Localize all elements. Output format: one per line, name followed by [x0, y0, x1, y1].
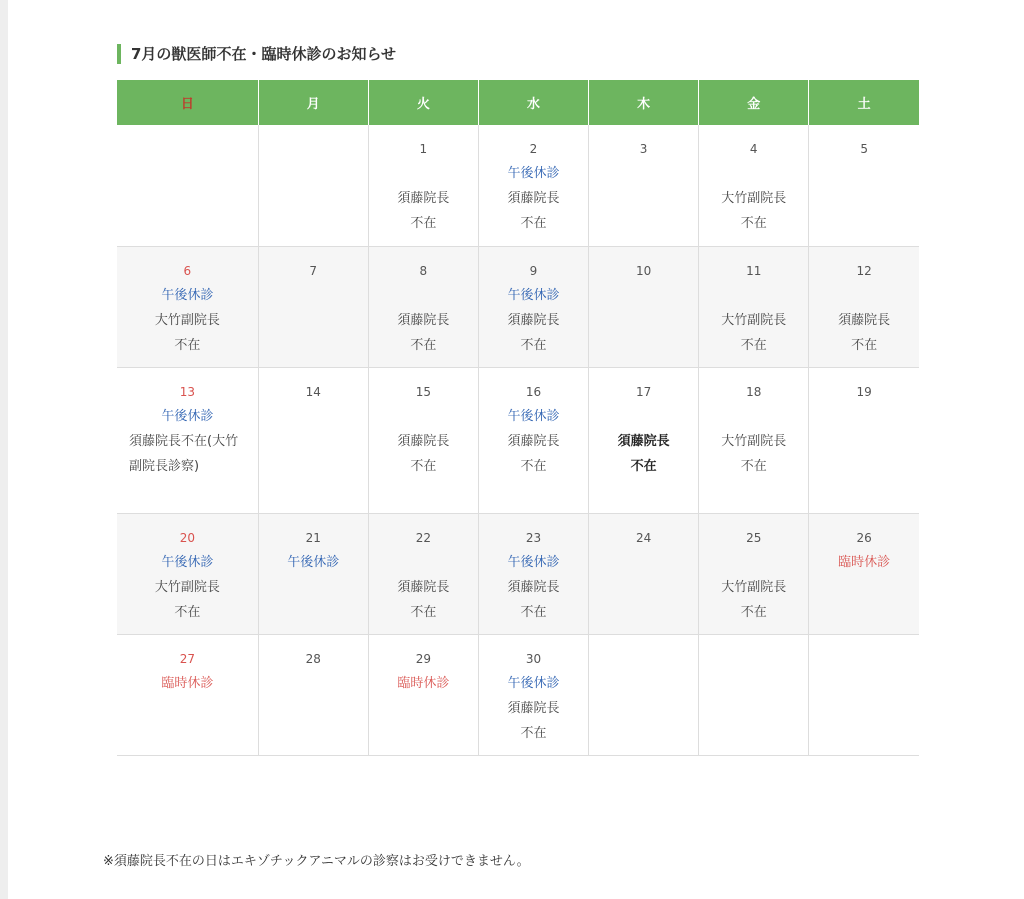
day-number: 3 — [639, 142, 648, 156]
calendar-cell — [258, 634, 368, 755]
day-number: 12 — [856, 263, 872, 278]
calendar-cell — [478, 125, 588, 246]
day-number: 16 — [525, 384, 542, 399]
day-number: 27 — [179, 651, 195, 666]
day-number: 29 — [415, 651, 431, 666]
day-number: 24 — [635, 530, 652, 545]
calendar-cell — [117, 367, 258, 513]
absence-note: 不在 — [520, 725, 547, 741]
calendar-cell-empty — [809, 634, 919, 755]
absence-note: 不在 — [520, 337, 547, 353]
absence-note: 不在 — [410, 216, 437, 231]
day-number: 9 — [529, 263, 538, 278]
calendar-cell — [589, 125, 699, 246]
day-number: 4 — [749, 142, 758, 156]
day-number: 8 — [419, 263, 428, 278]
calendar-week — [117, 513, 919, 634]
calendar-cell — [368, 246, 478, 367]
absence-note: 不在 — [520, 216, 547, 231]
day-number: 20 — [179, 530, 195, 545]
absence-note: 不在 — [520, 604, 547, 620]
absence-note: 不在 — [174, 604, 201, 620]
calendar-cell — [699, 125, 809, 246]
calendar-cell — [589, 246, 699, 367]
day-number: 26 — [856, 530, 872, 545]
absence-note: 不在 — [410, 458, 437, 474]
day-number: 7 — [309, 263, 318, 278]
weekday-fri: 金 — [699, 80, 809, 125]
calendar-table — [117, 80, 919, 756]
absence-note: 須藤院長 — [507, 191, 560, 206]
absence-note: 須藤院長 — [838, 312, 891, 328]
absence-note: 大竹副院長 — [154, 579, 220, 595]
day-number: 11 — [746, 263, 762, 278]
absence-note: 不在 — [174, 337, 201, 353]
weekday-wed: 水 — [478, 80, 588, 125]
pm-closed-label: 午後休診 — [287, 554, 340, 570]
pm-closed-label: 午後休診 — [507, 287, 560, 303]
calendar-cell-empty — [117, 125, 258, 246]
calendar-cell — [589, 367, 699, 513]
calendar-week — [117, 367, 919, 513]
calendar-cell-empty — [258, 125, 368, 246]
absence-note: 不在 — [851, 337, 878, 353]
calendar-cell — [368, 367, 478, 513]
calendar-cell — [478, 367, 588, 513]
day-number: 28 — [305, 651, 321, 666]
absence-note: 不在 — [740, 458, 767, 474]
absence-note: 不在 — [520, 458, 547, 474]
day-number: 22 — [415, 530, 431, 545]
calendar-cell-empty — [699, 634, 809, 755]
calendar-cell — [809, 125, 919, 246]
pm-closed-label: 午後休診 — [161, 287, 214, 303]
weekday-header-row — [117, 80, 919, 125]
weekday-sun: 日 — [117, 80, 258, 125]
absence-note: 須藤院長 — [397, 579, 450, 595]
absence-note: 須藤院長 — [507, 579, 560, 595]
absence-note: 須藤院長不在(大竹副院長診察) — [129, 433, 239, 474]
pm-closed-label: 午後休診 — [507, 166, 560, 181]
absence-note: 須藤院長 — [617, 433, 670, 449]
day-number: 1 — [419, 142, 428, 156]
calendar-cell — [368, 125, 478, 246]
day-number: 2 — [529, 142, 538, 156]
calendar-cell-empty — [589, 634, 699, 755]
absence-note: 大竹副院長 — [721, 312, 787, 328]
calendar-cell — [699, 367, 809, 513]
absence-note: 不在 — [740, 337, 767, 353]
calendar-cell — [117, 246, 258, 367]
weekday-thu: 木 — [589, 80, 699, 125]
pm-closed-label: 午後休診 — [161, 554, 214, 570]
calendar-week — [117, 634, 919, 755]
absence-note: 大竹副院長 — [721, 191, 787, 206]
day-number: 23 — [525, 530, 542, 545]
page-title: 7月の獣医師不在・臨時休診のお知らせ — [117, 44, 396, 64]
calendar-cell — [117, 513, 258, 634]
day-number: 21 — [305, 530, 321, 545]
calendar-cell — [368, 513, 478, 634]
calendar-cell — [258, 513, 368, 634]
day-number: 5 — [860, 142, 868, 156]
calendar-week — [117, 125, 919, 246]
calendar-cell — [478, 513, 588, 634]
absence-note: 不在 — [630, 458, 657, 474]
pm-closed-label: 午後休診 — [161, 408, 214, 424]
absence-note: 大竹副院長 — [721, 579, 787, 595]
calendar-cell — [699, 246, 809, 367]
calendar-cell — [117, 634, 258, 755]
absence-note: 須藤院長 — [397, 312, 450, 328]
day-number: 15 — [415, 384, 431, 399]
pm-closed-label: 午後休診 — [507, 675, 560, 691]
temp-closed-label: 臨時休診 — [838, 554, 891, 570]
weekday-tue: 火 — [368, 80, 478, 125]
absence-note: 不在 — [740, 216, 767, 231]
pm-closed-label: 午後休診 — [507, 408, 560, 424]
day-number: 25 — [746, 530, 762, 545]
day-number: 14 — [305, 384, 321, 399]
calendar-cell — [258, 367, 368, 513]
absence-note: 不在 — [410, 337, 437, 353]
day-number: 17 — [635, 384, 652, 399]
absence-note: 須藤院長 — [507, 433, 560, 449]
absence-note: 大竹副院長 — [721, 433, 787, 449]
day-number: 18 — [746, 384, 762, 399]
calendar-cell — [589, 513, 699, 634]
footnote: ※須藤院長不在の日はエキゾチックアニマルの診察はお受けできません。 — [103, 854, 530, 869]
day-number: 13 — [179, 384, 195, 399]
calendar-week — [117, 246, 919, 367]
weekday-mon: 月 — [258, 80, 368, 125]
absence-note: 須藤院長 — [397, 191, 450, 206]
calendar-cell — [478, 634, 588, 755]
absence-note: 不在 — [410, 604, 437, 620]
calendar-cell — [809, 367, 919, 513]
calendar-cell — [478, 246, 588, 367]
calendar-cell — [368, 634, 478, 755]
absence-note: 大竹副院長 — [154, 312, 220, 328]
day-number: 10 — [635, 263, 652, 278]
absence-note: 不在 — [740, 604, 767, 620]
absence-note: 須藤院長 — [397, 433, 450, 449]
day-number: 19 — [856, 384, 872, 399]
calendar-cell — [809, 246, 919, 367]
calendar-cell — [699, 513, 809, 634]
temp-closed-label: 臨時休診 — [397, 675, 450, 691]
day-number: 6 — [183, 263, 192, 278]
calendar-cell — [809, 513, 919, 634]
absence-note: 須藤院長 — [507, 700, 560, 716]
weekday-sat: 土 — [809, 80, 919, 125]
day-number: 30 — [525, 651, 542, 666]
left-gutter — [0, 0, 8, 899]
pm-closed-label: 午後休診 — [507, 554, 560, 570]
absence-note: 須藤院長 — [507, 312, 560, 328]
calendar-cell — [258, 246, 368, 367]
temp-closed-label: 臨時休診 — [161, 675, 214, 691]
